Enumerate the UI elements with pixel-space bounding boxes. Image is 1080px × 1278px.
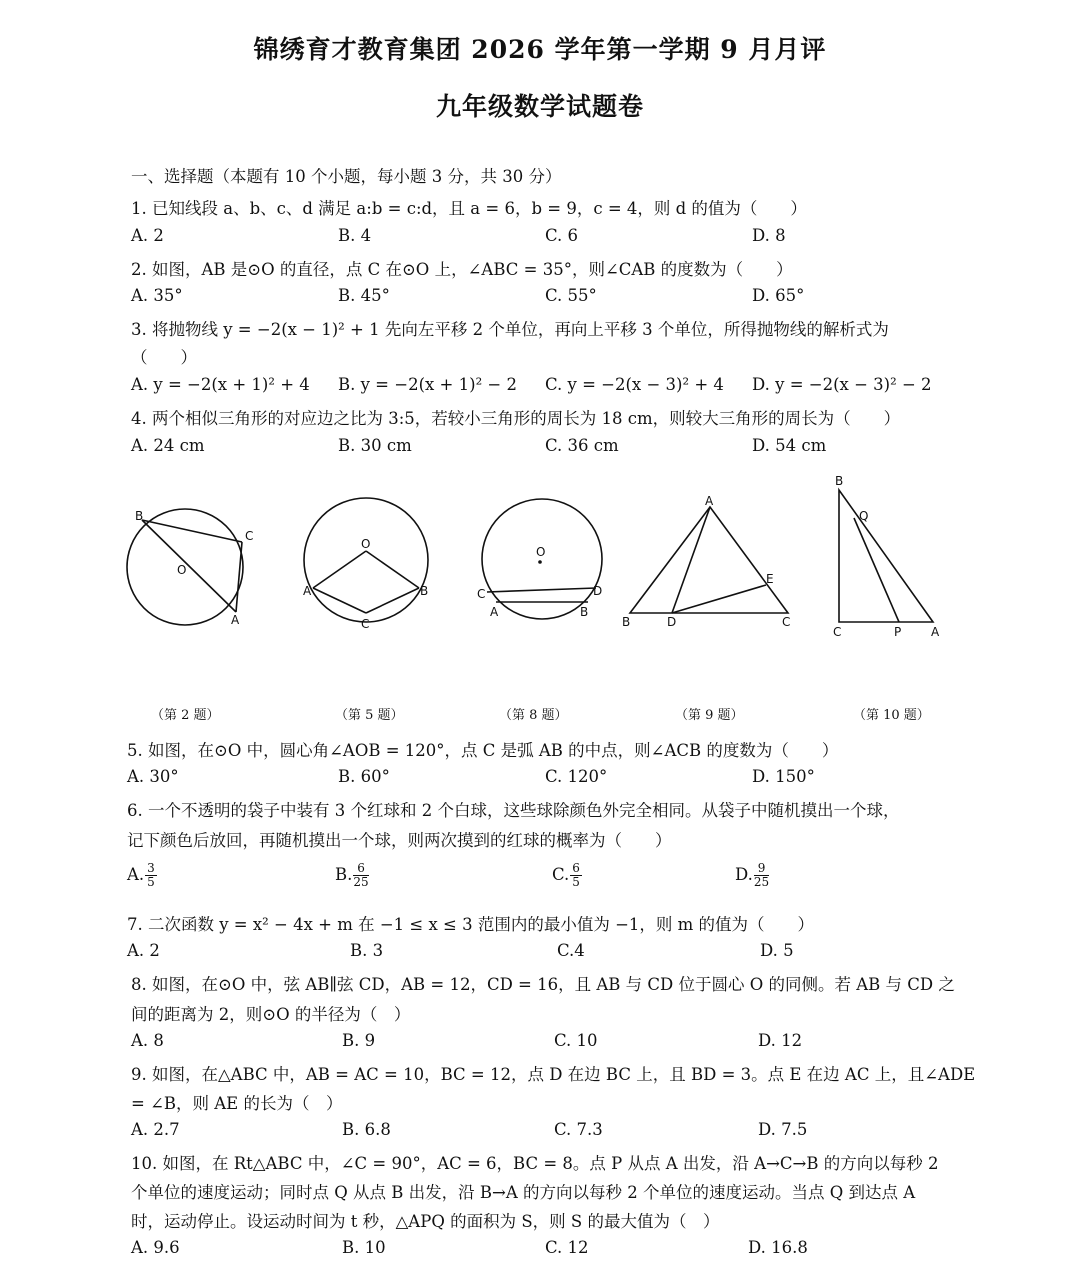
fig9-segment-de <box>672 585 766 613</box>
caption-question-8: （第 8 题） <box>499 708 568 723</box>
fig2-diameter-ab <box>142 520 236 612</box>
caption-question-9: （第 9 题） <box>675 708 744 723</box>
question-7-option-d[interactable]: D. 5 <box>760 941 794 960</box>
section-heading: 一、选择题（本题有 10 个小题，每小题 3 分，共 30 分） <box>131 167 562 186</box>
fig9-label-b: B <box>622 615 631 629</box>
question-3-option-c[interactable]: C. y = −2(x − 3)² + 4 <box>545 375 724 394</box>
question-6-option-c[interactable] <box>552 862 582 889</box>
fig2-chord-ca <box>236 542 242 612</box>
question-2-option-b[interactable]: B. 45° <box>338 286 390 305</box>
fig5-radius-oa <box>313 551 366 588</box>
question-6-option-c-label: C. <box>552 865 570 884</box>
question-10-text: 10. 如图，在 Rt△ABC 中，∠C = 90°，AC = 6，BC = 8。点 P 从点 A 出发，沿 A→C→B 的方向以每秒 2 <box>131 1154 939 1173</box>
question-3-text: 3. 将抛物线 y = −2(x − 1)² + 1 先向左平移 2 个单位，再向上平移 3 个单位，所得抛物线的解析式为 <box>131 320 889 339</box>
question-2-option-c[interactable]: C. 55° <box>545 286 597 305</box>
question-2-option-a[interactable]: A. 35° <box>131 286 183 305</box>
question-5-option-d[interactable]: D. 150° <box>752 767 815 786</box>
question-1-text: 1. 已知线段 a、b、c、d 满足 a:b = c:d，且 a = 6，b = 9，c = 4，则 d 的值为（ ） <box>131 199 807 218</box>
fig9-label-a: A <box>705 494 714 508</box>
question-3-option-d[interactable]: D. y = −2(x − 3)² − 2 <box>752 375 932 394</box>
fig5-label-c: C <box>361 617 370 631</box>
question-5-option-b[interactable]: B. 60° <box>338 767 390 786</box>
question-6-option-a-label: A. <box>127 865 145 884</box>
question-8-option-b[interactable]: B. 9 <box>342 1031 376 1050</box>
fig9-label-e: E <box>766 572 774 586</box>
question-6-option-b[interactable] <box>335 862 369 889</box>
question-6-text: 6. 一个不透明的袋子中装有 3 个红球和 2 个白球，这些球除颜色外完全相同。从袋子中随机摸出一个球， <box>127 801 900 820</box>
fig5-circle <box>304 498 428 622</box>
fig9-triangle-abc <box>630 507 788 613</box>
figure-question-9 <box>620 495 800 635</box>
question-8-option-a[interactable]: A. 8 <box>131 1031 164 1050</box>
fig10-label-b: B <box>835 474 844 488</box>
fig5-label-a: A <box>303 584 312 598</box>
question-8-text: 8. 如图，在⊙O 中，弦 AB∥弦 CD，AB = 12，CD = 16，且 AB 与 CD 位于圆心 O 的同侧。若 AB 与 CD 之 <box>131 975 955 994</box>
fig5-chord-ac <box>313 588 366 613</box>
question-6-option-b-label: B. <box>335 865 353 884</box>
fig2-chord-bc <box>142 520 242 542</box>
question-6-option-a[interactable] <box>127 862 157 889</box>
question-9-text: 9. 如图，在△ABC 中，AB = AC = 10，BC = 12，点 D 在边 BC 上，且 BD = 3。点 E 在边 AC 上，且∠ADE <box>131 1065 976 1084</box>
fig8-chord-cd <box>487 588 596 592</box>
question-10-option-c[interactable]: C. 12 <box>545 1238 589 1257</box>
caption-question-2: （第 2 题） <box>151 708 220 723</box>
question-5-option-c[interactable]: C. 120° <box>545 767 608 786</box>
exam-subtitle: 九年级数学试题卷 <box>435 92 644 121</box>
question-7-option-c[interactable]: C.4 <box>557 941 585 960</box>
fig10-label-q: Q <box>859 509 869 523</box>
fig10-segment-qp <box>854 518 899 622</box>
exam-title: 锦绣育才教育集团 2026 学年第一学期 9 月月评 <box>253 35 827 64</box>
fig10-label-p: P <box>894 625 902 639</box>
question-8-text-cont: 间的距离为 2，则⊙O 的半径为（ ） <box>131 1005 411 1024</box>
question-9-option-d[interactable]: D. 7.5 <box>758 1120 808 1139</box>
question-7-option-a[interactable]: A. 2 <box>127 941 160 960</box>
question-7-option-b[interactable]: B. 3 <box>350 941 384 960</box>
fig10-label-c: C <box>833 625 842 639</box>
fig9-segment-ad <box>672 507 710 613</box>
question-4-text: 4. 两个相似三角形的对应边之比为 3:5，若较小三角形的周长为 18 cm，则较大三角形的周长为（ ） <box>131 409 901 428</box>
fig9-label-d: D <box>667 615 677 629</box>
question-5-option-a[interactable]: A. 30° <box>127 767 179 786</box>
question-6-option-c-fraction: $\frac{6}{5}$ <box>572 861 580 889</box>
fig8-circle <box>482 499 602 619</box>
fig2-label-b: B <box>135 509 144 523</box>
question-4-option-d[interactable]: D. 54 cm <box>752 436 827 455</box>
question-9-option-b[interactable]: B. 6.8 <box>342 1120 391 1139</box>
fig2-label-c: C <box>245 529 254 543</box>
caption-question-5: （第 5 题） <box>335 708 404 723</box>
fig5-label-b: B <box>420 584 429 598</box>
question-8-option-d[interactable]: D. 12 <box>758 1031 803 1050</box>
figure-question-2 <box>120 500 260 640</box>
figure-question-10 <box>825 470 955 642</box>
question-1-option-b[interactable]: B. 4 <box>338 226 372 245</box>
fig8-label-o: O <box>536 545 546 559</box>
fig9-label-c: C <box>782 615 791 629</box>
question-2-text: 2. 如图，AB 是⊙O 的直径，点 C 在⊙O 上，∠ABC = 35°，则∠CAB 的度数为（ ） <box>131 260 793 279</box>
question-9-option-c[interactable]: C. 7.3 <box>554 1120 603 1139</box>
fig10-triangle-abc <box>839 490 933 622</box>
fig2-label-o: O <box>177 563 187 577</box>
question-1-option-a[interactable]: A. 2 <box>131 226 164 245</box>
fig8-label-a: A <box>490 605 499 619</box>
question-6-option-a-fraction: $\frac{3}{5}$ <box>147 861 155 889</box>
question-10-option-d[interactable]: D. 16.8 <box>748 1238 808 1257</box>
fig5-label-o: O <box>361 537 371 551</box>
question-10-text-cont-1: 个单位的速度运动；同时点 Q 从点 B 出发，沿 B→A 的方向以每秒 2 个单位的速度运动。当点 Q 到达点 A <box>131 1183 916 1202</box>
figure-question-8 <box>472 495 612 630</box>
question-3-option-a[interactable]: A. y = −2(x + 1)² + 4 <box>131 375 310 394</box>
question-4-option-a[interactable]: A. 24 cm <box>131 436 205 455</box>
fig5-chord-cb <box>366 588 419 613</box>
fig8-label-c: C <box>477 587 486 601</box>
question-3-option-b[interactable]: B. y = −2(x + 1)² − 2 <box>338 375 517 394</box>
question-1-option-c[interactable]: C. 6 <box>545 226 579 245</box>
question-10-text-cont-2: 时，运动停止。设运动时间为 t 秒，△APQ 的面积为 S，则 S 的最大值为（ ） <box>131 1212 720 1231</box>
fig8-center <box>538 560 542 564</box>
question-6-option-b-fraction: $\frac{6}{25}$ <box>353 861 369 889</box>
fig10-label-a: A <box>931 625 940 639</box>
question-8-option-c[interactable]: C. 10 <box>554 1031 598 1050</box>
question-7-text: 7. 二次函数 y = x² − 4x + m 在 −1 ≤ x ≤ 3 范围内的最小值为 −1，则 m 的值为（ ） <box>127 915 815 934</box>
question-10-option-a[interactable]: A. 9.6 <box>131 1238 180 1257</box>
question-4-option-b[interactable]: B. 30 cm <box>338 436 412 455</box>
question-9-option-a[interactable]: A. 2.7 <box>131 1120 180 1139</box>
question-4-option-c[interactable]: C. 36 cm <box>545 436 619 455</box>
fig5-radius-ob <box>366 551 419 588</box>
question-10-option-b[interactable]: B. 10 <box>342 1238 386 1257</box>
fig8-label-d: D <box>593 584 603 598</box>
question-3-text-cont: （ ） <box>131 348 197 367</box>
question-6-option-d[interactable] <box>735 862 769 889</box>
question-9-text-cont: = ∠B，则 AE 的长为（ ） <box>131 1094 343 1113</box>
question-6-option-d-fraction: $\frac{9}{25}$ <box>753 861 770 889</box>
question-5-text: 5. 如图，在⊙O 中，圆心角∠AOB = 120°，点 C 是弧 AB 的中点，则∠ACB 的度数为（ ） <box>127 741 839 760</box>
figure-question-5 <box>300 490 440 635</box>
fig2-label-a: A <box>231 613 240 627</box>
fig8-label-b: B <box>580 605 589 619</box>
question-1-option-d[interactable]: D. 8 <box>752 226 786 245</box>
caption-question-10: （第 10 题） <box>853 708 930 723</box>
question-6-text-cont: 记下颜色后放回，再随机摸出一个球，则两次摸到的红球的概率为（ ） <box>127 831 672 850</box>
question-2-option-d[interactable]: D. 65° <box>752 286 805 305</box>
question-6-option-d-label: D. <box>735 865 753 884</box>
